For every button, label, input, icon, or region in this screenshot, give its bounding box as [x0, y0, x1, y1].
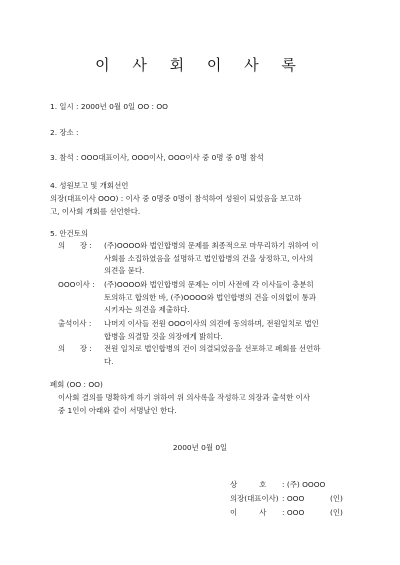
agenda-speaker: 의 장 : — [58, 241, 92, 250]
agenda-speaker: 의 장 : — [58, 344, 92, 353]
opening-text-line-1: 의장(대표이사 OOO) : 이사 중 0명중 0명이 참석하여 성원이 되었음을 보고하 — [50, 194, 302, 203]
closing-heading: 폐회 (OO : OO) — [50, 380, 103, 389]
agenda-text-line: 시키자는 의견을 제출하다. — [104, 305, 190, 314]
agenda-text-line: 의견을 묻다. — [104, 266, 145, 275]
agenda-text-line: (주)OOOO와 법인합병의 문제는 이미 사전에 각 이사들이 충분히 — [104, 280, 314, 289]
signature-label: 의장(대표이사) — [230, 494, 279, 503]
signature-value: : (주) OOOO — [282, 480, 326, 489]
signature-label: 상 호 — [230, 480, 267, 489]
meeting-place: 2. 장소 : — [50, 128, 79, 137]
document-title: 이 사 회 이 사 록 — [95, 56, 305, 74]
agenda-speaker: OOO이사 : — [58, 280, 95, 289]
signature-row-company — [230, 480, 325, 490]
seal-mark: (인) — [330, 508, 343, 517]
meeting-attendees: 3. 참석 : OOO대표이사, OOO이사, OOO이사 중 0명 중 0명 참석 — [50, 153, 264, 162]
signature-value: : OOO — [282, 494, 305, 503]
agenda-text-line: 전원 일치로 법인합병의 건이 의결되었음을 선포하고 폐회를 선언하 — [104, 344, 321, 353]
signature-value: : OOO — [282, 508, 305, 517]
signature-row-chair — [230, 494, 343, 504]
closing-text-line-2: 중 1인이 아래와 같이 서명날인 한다. — [58, 406, 177, 415]
agenda-text-line: 나머지 이사들 전원 OOO이사의 의견에 동의하며, 전원일치로 법인 — [104, 319, 319, 328]
agenda-text-line: (주)OOOO와 법인합병의 문제를 최종적으로 마무리하기 위하여 이 — [104, 241, 319, 250]
closing-text-line-1: 이사회 결의를 명확하게 하기 위하여 위 의사록을 작성하고 의장과 출석한 이사 — [58, 393, 310, 402]
agenda-speaker: 출석이사 : — [58, 319, 92, 328]
opening-text-line-2: 고, 이사회 개회를 선언한다. — [50, 207, 141, 216]
meeting-date: 1. 일시 : 2000년 0월 0일 OO : OO — [50, 102, 169, 111]
seal-mark: (인) — [330, 494, 343, 503]
signature-row-director — [230, 508, 343, 518]
signature-label: 이 사 — [230, 508, 267, 517]
agenda-text-line: 다. — [104, 356, 114, 366]
agenda-heading: 5. 안건토의 — [50, 229, 88, 238]
opening-heading: 4. 성원보고 및 개회선언 — [50, 181, 129, 190]
footer-date: 2000년 0월 0일 — [172, 443, 228, 452]
agenda-text-line: 토의하고 합의한 바, (주)OOOO와 법인합병의 건을 이의없이 통과 — [104, 292, 317, 302]
agenda-text-line: 합병을 의결할 것을 의장에게 밝히다. — [104, 331, 223, 341]
agenda-text-line: 사회를 소집하였음을 설명하고 법인합병의 건을 상정하고, 이사의 — [104, 253, 314, 263]
